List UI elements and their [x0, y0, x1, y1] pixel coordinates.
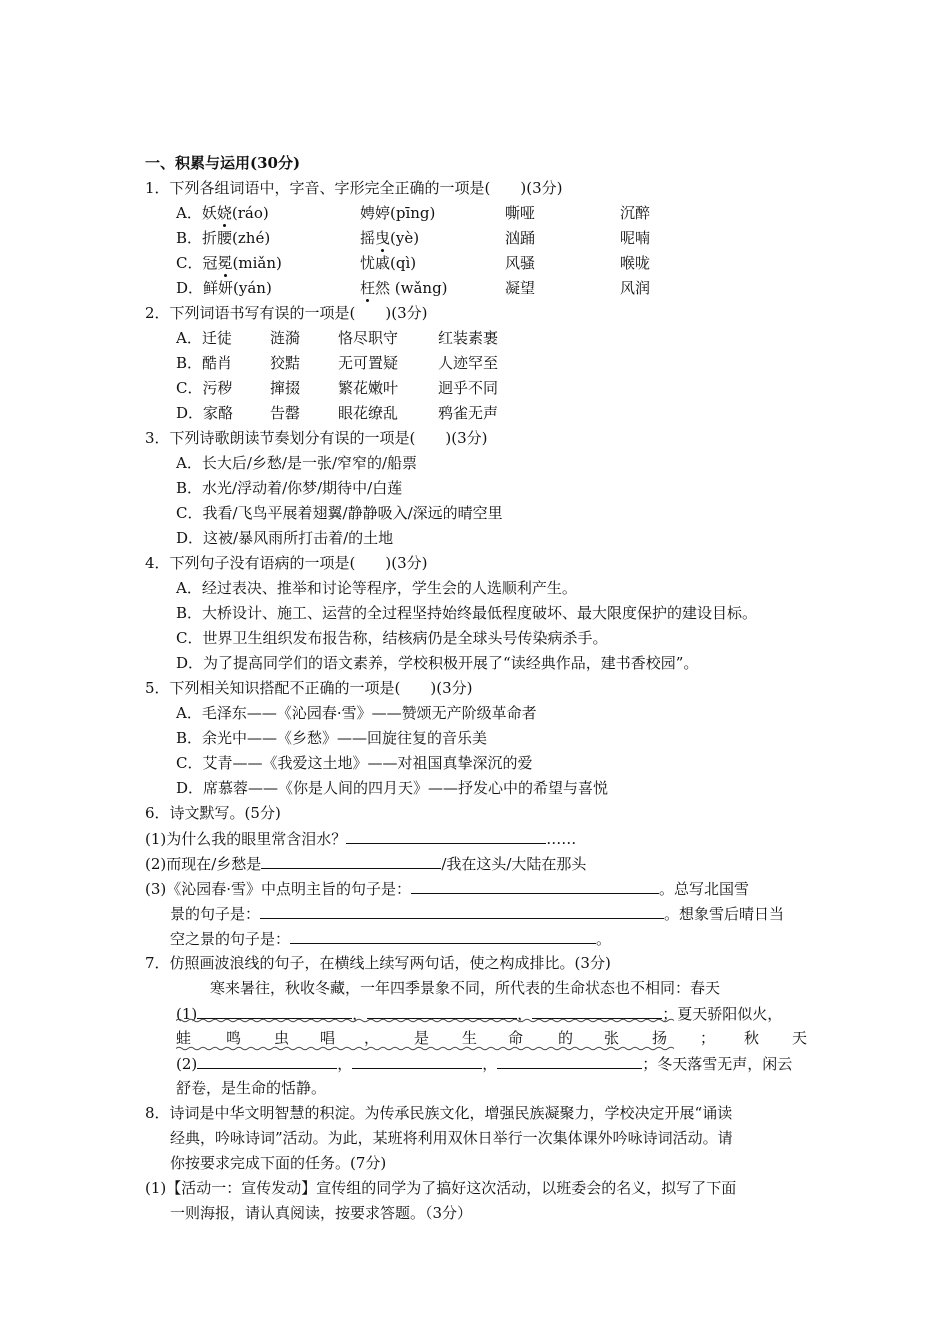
q7-comma-1: ， — [352, 1005, 368, 1023]
q5-option-b: B．余光中——《乡愁》——回旋往复的音乐美 — [176, 729, 488, 747]
q6-part3-tail1: 。总写北国雪 — [659, 880, 750, 898]
q1-b-word3: 汹踊 — [505, 229, 536, 247]
q1-d-word1: 鲜妍(yán) — [203, 279, 272, 297]
q2-b-2: 狡黠 — [270, 354, 301, 372]
q7-wave-char: 扬 — [652, 1029, 668, 1047]
q1-b-label: B． — [176, 229, 203, 247]
q2-b-3: 无可置疑 — [338, 354, 399, 372]
q2-d-4: 鸦雀无声 — [438, 404, 499, 422]
q4-option-d: D．为了提高同学们的语文素养，学校积极开展了“读经典作品，建书香校园”。 — [176, 654, 699, 672]
q7-comma-2: ， — [517, 1005, 533, 1023]
q6-part3-line2 — [170, 903, 784, 924]
q6-part1 — [145, 828, 576, 849]
q7-blank-1c[interactable] — [532, 1003, 662, 1019]
q2-a-4: 红装素裹 — [438, 329, 499, 347]
q2-b-4: 人迹罕至 — [438, 354, 499, 372]
q1-c-word4: 喉咙 — [620, 254, 651, 272]
q4-stem: 4．下列句子没有语病的一项是( )(3分) — [145, 554, 428, 572]
q7-stem: 7．仿照画波浪线的句子，在横线上续写两句话，使之构成排比。(3分) — [145, 954, 611, 972]
q1-c-word1: 冠冕(miǎn) — [202, 254, 282, 272]
q7-label-1: (1) — [176, 1005, 198, 1023]
q1-a-label: A． — [176, 204, 202, 222]
q1-option-c — [176, 253, 282, 273]
q8-line3: 你按要求完成下面的任务。(7分) — [170, 1154, 387, 1172]
q7-comma-3: ， — [337, 1055, 353, 1073]
q7-comma-4: ， — [482, 1055, 498, 1073]
q6-part2-text: (2)而现在/乡愁是 — [145, 855, 262, 873]
q2-c-4: 迥乎不同 — [438, 379, 499, 397]
q2-d-2: 告罄 — [270, 404, 301, 422]
q4-option-b: B．大桥设计、施工、运营的全过程坚持始终最低程度破坏、最大限度保护的建设目标。 — [176, 604, 758, 622]
q5-option-c: C．艾青——《我爱这土地》——对祖国真挚深沉的爱 — [176, 754, 533, 772]
q7-blank-1a[interactable] — [197, 1003, 352, 1019]
q6-part1-ellipsis: …… — [546, 830, 577, 848]
q2-c-3: 繁花嫩叶 — [338, 379, 399, 397]
q1-a-word2: 娉婷(pīng) — [360, 204, 436, 222]
q6-part3-tail3: 。 — [596, 930, 612, 948]
q3-option-c: C．我看/飞鸟平展着翅翼/静静吸入/深远的晴空里 — [176, 504, 503, 522]
section-title: 一、积累与运用(30分) — [145, 154, 301, 172]
q7-wave-char: 的 — [558, 1029, 574, 1047]
q7-wave-char: 是 — [414, 1029, 430, 1047]
q2-stem: 2．下列词语书写有误的一项是( )(3分) — [145, 304, 428, 322]
q6-part3-blank2[interactable] — [260, 903, 664, 919]
q5-stem: 5．下列相关知识搭配不正确的一项是( )(3分) — [145, 679, 473, 697]
q1-a-word4: 沉醉 — [620, 204, 651, 222]
q1-d-word3: 凝望 — [505, 279, 536, 297]
q1-b-word1: 折腰(zhé) — [202, 229, 271, 247]
q2-d-1: D．家酪 — [176, 404, 234, 422]
q6-part2-blank[interactable] — [261, 853, 441, 869]
q1-d-label: D． — [176, 279, 204, 297]
q6-part3-line3 — [170, 928, 611, 949]
q7-wave-char: ； — [700, 1029, 716, 1047]
q2-b-1: B．酷肖 — [176, 354, 233, 372]
q6-part2 — [145, 853, 586, 874]
q2-c-2: 撺掇 — [270, 379, 301, 397]
q8-line1: 8．诗词是中华文明智慧的积淀。为传承民族文化，增强民族凝聚力，学校决定开展“诵读 — [145, 1104, 733, 1122]
q4-option-a: A．经过表决、推举和讨论等程序，学生会的人选顺利产生。 — [176, 579, 577, 597]
q1-d-word2: 枉然 (wǎng) — [360, 279, 448, 297]
q3-option-d: D．这被/暴风雨所打击着/的土地 — [176, 529, 394, 547]
q7-line4 — [176, 1053, 792, 1074]
q6-stem: 6．诗文默写。(5分) — [145, 804, 281, 822]
q1-option-a — [176, 203, 269, 223]
q6-part3-tail2: 。想象雪后晴日当 — [664, 905, 785, 923]
q6-part3-blank1[interactable] — [411, 878, 659, 894]
q7-blank-2a[interactable] — [197, 1053, 337, 1069]
q6-part3-line1 — [145, 878, 749, 899]
q8-line4: (1)【活动一：宣传发动】宣传组的同学为了搞好这次活动，以班委会的名义，拟写了下面 — [145, 1179, 737, 1197]
q2-a-2: 涟漪 — [270, 329, 301, 347]
q8-line2: 经典，吟咏诗词”活动。为此，某班将利用双休日举行一次集体课外吟咏诗词活动。请 — [170, 1129, 733, 1147]
q1-a-word3: 嘶哑 — [505, 204, 536, 222]
q7-wave-char: 天 — [792, 1029, 808, 1047]
q1-option-b — [176, 228, 270, 248]
q8-line5: 一则海报，请认真阅读，按要求答题。（3分） — [170, 1204, 473, 1222]
wavy-underline-top — [176, 1018, 696, 1023]
q6-part3-text2: 景的句子是： — [170, 905, 261, 923]
q1-b-word4: 呢喃 — [620, 229, 651, 247]
q6-part2-tail: /我在这头/大陆在那头 — [441, 855, 587, 873]
q7-wave-char: 生 — [462, 1029, 478, 1047]
q1-option-d — [176, 278, 272, 298]
q1-c-label: C． — [176, 254, 203, 272]
q1-stem: 1．下列各组词语中，字音、字形完全正确的一项是( )(3分) — [145, 179, 563, 197]
q7-wave-char: 命 — [508, 1029, 524, 1047]
q3-option-a: A．长大后/乡愁/是一张/窄窄的/船票 — [176, 454, 418, 472]
q3-option-b: B．水光/浮动着/你梦/期待中/白莲 — [176, 479, 403, 497]
q4-option-c: C．世界卫生组织发布报告称，结核病仍是全球头号传染病杀手。 — [176, 629, 608, 647]
q7-wave-char: 秋 — [744, 1029, 760, 1047]
q7-line2-tail: ；夏天骄阳似火， — [662, 1005, 783, 1023]
q1-d-word4: 风润 — [620, 279, 651, 297]
q3-stem: 3．下列诗歌朗读节奏划分有误的一项是( )(3分) — [145, 429, 488, 447]
wavy-underline — [176, 1046, 696, 1051]
q7-wave-char: 虫 — [274, 1029, 290, 1047]
q7-wave-char: ， — [364, 1029, 380, 1047]
q2-d-3: 眼花缭乱 — [338, 404, 399, 422]
q2-a-1: A．迁徒 — [176, 329, 232, 347]
q7-blank-1b[interactable] — [367, 1003, 517, 1019]
q7-line1: 寒来暑往，秋收冬藏，一年四季景象不同，所代表的生命状态也不相同：春天 — [210, 979, 721, 997]
q1-b-word2: 摇曳(yè) — [360, 229, 420, 247]
q6-part3-text3: 空之景的句子是： — [170, 930, 291, 948]
q2-c-1: C．污秽 — [176, 379, 233, 397]
q6-part1-blank[interactable] — [346, 828, 546, 844]
q1-a-word1: 妖娆(ráo) — [201, 204, 269, 222]
q1-c-word3: 风骚 — [505, 254, 536, 272]
q5-option-a: A．毛泽东——《沁园春·雪》——赞颂无产阶级革命者 — [176, 704, 537, 722]
q6-part1-text: (1)为什么我的眼里常含泪水？ — [145, 830, 347, 848]
q7-label-2: (2) — [176, 1055, 198, 1073]
q7-blank-2b[interactable] — [352, 1053, 482, 1069]
q7-blank-2c[interactable] — [497, 1053, 642, 1069]
q1-c-word2: 忧戚(qì) — [360, 254, 417, 272]
q6-part3-blank3[interactable] — [290, 928, 596, 944]
q7-wave-char: 张 — [604, 1029, 620, 1047]
q5-option-d: D．席慕蓉——《你是人间的四月天》——抒发心中的希望与喜悦 — [176, 779, 609, 797]
q2-a-3: 恪尽职守 — [338, 329, 399, 347]
q7-wave-char: 唱 — [320, 1029, 336, 1047]
q7-wave-char: 蛙 — [176, 1029, 192, 1047]
q7-line4-tail: ；冬天落雪无声，闲云 — [642, 1055, 793, 1073]
q7-wave-char: 鸣 — [226, 1029, 242, 1047]
q6-part3-text: (3)《沁园春·雪》中点明主旨的句子是： — [145, 880, 412, 898]
q7-line5: 舒卷，是生命的恬静。 — [176, 1079, 327, 1097]
